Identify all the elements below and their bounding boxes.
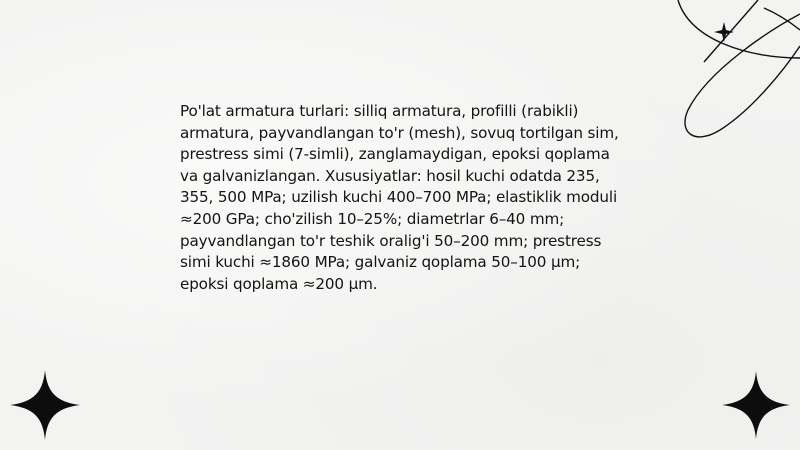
slide-body-text: Po'lat armatura turlari: silliq armatura, profilli (rabikli) armatura, payvandlangan to'r (mesh), sovuq tortilgan sim, prestress simi (7-simli), zanglamaydigan, epoksi qoplama va galvanizlangan. Xususiyatlar: hosil kuchi odatda 235, 355, 500 MPa; uzilish kuchi 400–700 MPa; elastiklik moduli ≈200 GPa; cho'zilish 10–25%; diametrlar 6–40 mm; payvandlangan to'r teshik oralig'i 50–200 mm; prestress simi kuchi ≈1860 MPa; galvaniz qoplama 50–100 µm; epoksi qoplama ≈200 µm. xyxy=(180,102,619,293)
sparkle-icon xyxy=(714,22,734,42)
four-point-star-icon xyxy=(10,370,80,440)
four-point-star-icon xyxy=(722,371,790,439)
orbit-sparkle-icon xyxy=(660,0,800,150)
